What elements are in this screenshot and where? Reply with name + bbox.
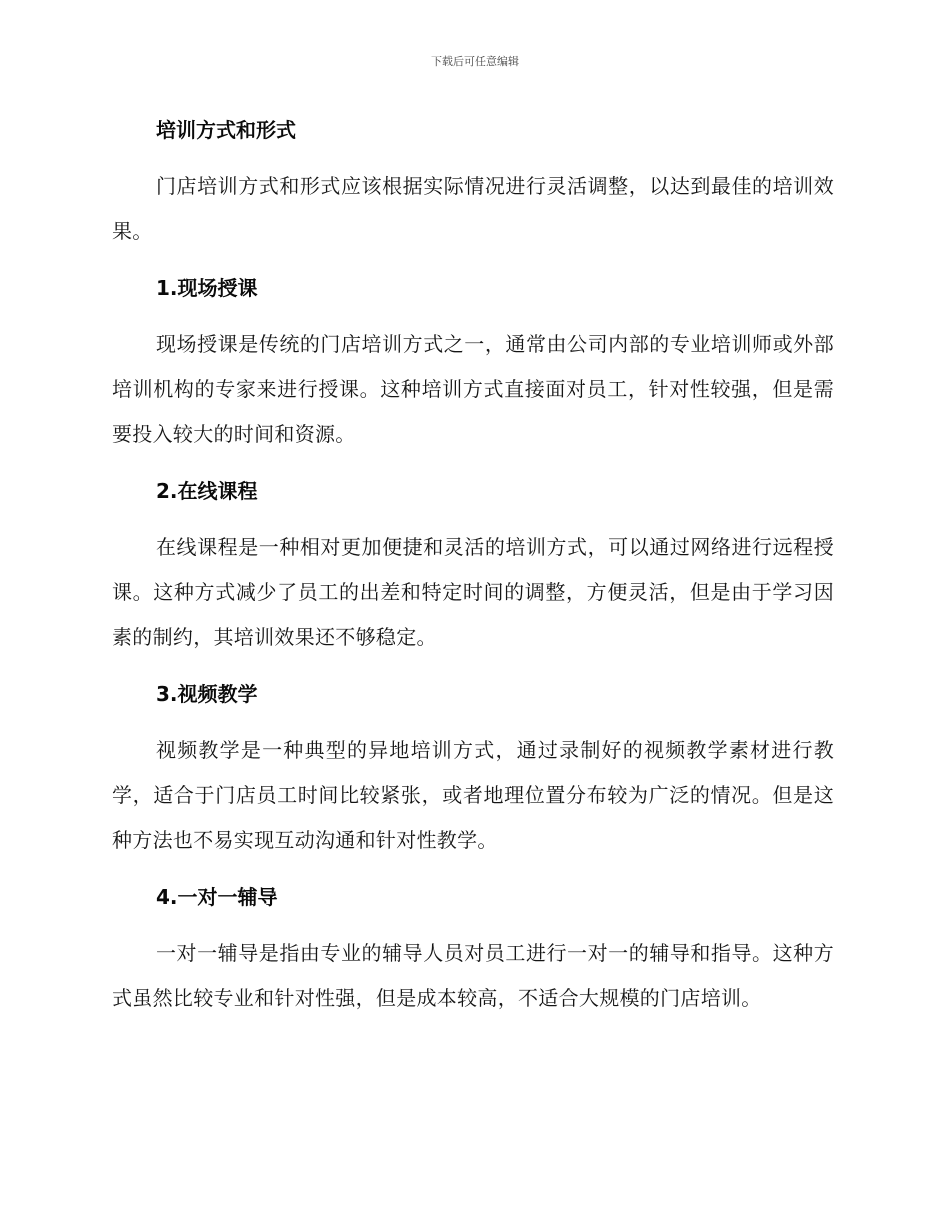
- section-paragraph-one-on-one: 一对一辅导是指由专业的辅导人员对员工进行一对一的辅导和指导。这种方式虽然比较专业和针对性强，但是成本较高，不适合大规模的门店培训。: [112, 941, 834, 1010]
- section-heading-onsite-lecture: 1.现场授课: [156, 276, 258, 300]
- section-paragraph-training-methods: 门店培训方式和形式应该根据实际情况进行灵活调整，以达到最佳的培训效果。: [112, 174, 834, 243]
- section-heading-online-course: 2.在线课程: [156, 479, 258, 503]
- section-paragraph-video-teaching: 视频教学是一种典型的异地培训方式，通过录制好的视频教学素材进行教学，适合于门店员工时间比较紧张，或者地理位置分布较为广泛的情况。但是这种方法也不易实现互动沟通和针对性教学。: [112, 738, 834, 852]
- section-paragraph-onsite-lecture: 现场授课是传统的门店培训方式之一，通常由公司内部的专业培训师或外部培训机构的专家来进行授课。这种培训方式直接面对员工，针对性较强，但是需要投入较大的时间和资源。: [112, 332, 834, 446]
- section-paragraph-online-course: 在线课程是一种相对更加便捷和灵活的培训方式，可以通过网络进行远程授课。这种方式减少了员工的出差和特定时间的调整，方便灵活，但是由于学习因素的制约，其培训效果还不够稳定。: [112, 535, 834, 649]
- document-body: [112, 110, 834, 1035]
- page-header-note: 下载后可任意编辑: [431, 55, 519, 68]
- section-heading-training-methods: 培训方式和形式: [156, 118, 296, 142]
- section-heading-video-teaching: 3.视频教学: [156, 682, 258, 706]
- section-heading-one-on-one: 4.一对一辅导: [156, 885, 278, 909]
